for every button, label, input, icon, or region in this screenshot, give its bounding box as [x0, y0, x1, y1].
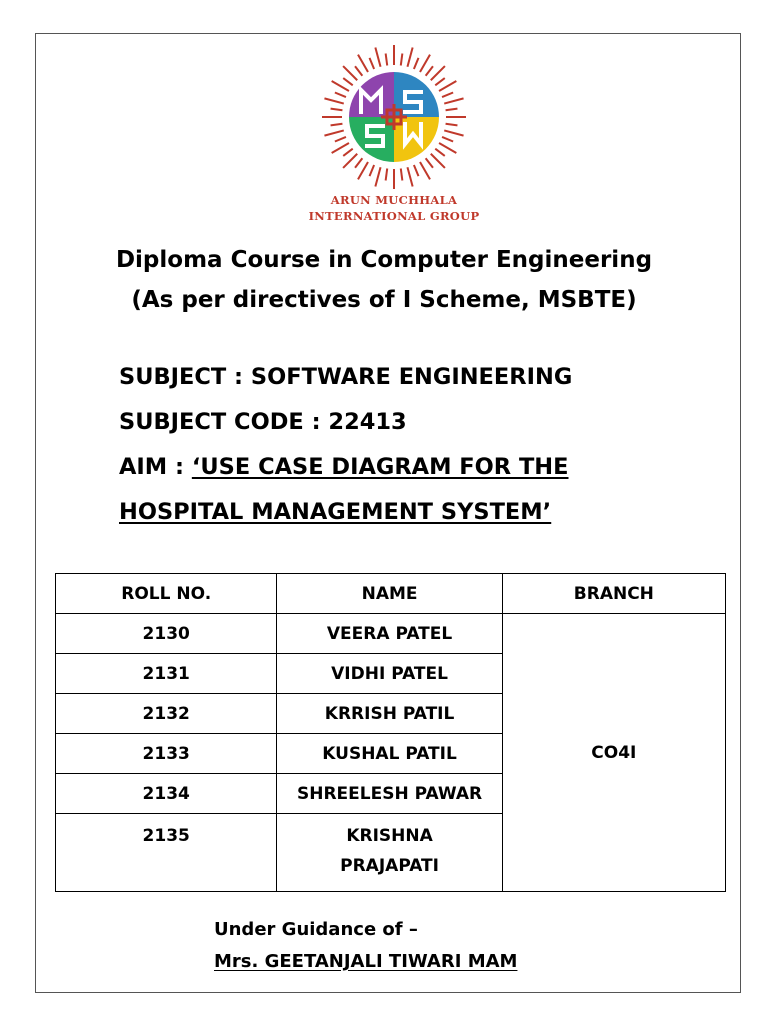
- table-row: [56, 614, 726, 654]
- branch-cell: CO4I: [502, 614, 725, 892]
- roll-cell: 2131: [56, 654, 277, 694]
- guide-name: Mrs. GEETANJALI TIWARI MAM: [214, 951, 518, 972]
- table-header-row: [56, 574, 726, 614]
- sun-ray: [439, 143, 456, 153]
- name-cell: KUSHAL PATIL: [277, 734, 502, 774]
- course-subtitle: (As per directives of I Scheme, MSBTE): [131, 287, 637, 313]
- sun-ray: [444, 98, 463, 103]
- sun-ray: [343, 154, 357, 168]
- sun-ray: [401, 54, 403, 66]
- sun-ray: [439, 81, 456, 91]
- sun-ray: [324, 98, 343, 103]
- roll-cell: 2130: [56, 614, 277, 654]
- name-cell: VIDHI PATEL: [277, 654, 502, 694]
- aim-line-2: [119, 499, 551, 525]
- logo-line-2: INTERNATIONAL GROUP: [308, 209, 480, 223]
- name-cell: VEERA PATEL: [277, 614, 502, 654]
- roll-cell: 2132: [56, 694, 277, 734]
- sun-ray: [407, 167, 412, 186]
- sun-ray: [431, 66, 445, 80]
- sun-ray: [358, 162, 368, 179]
- aim-title-part-2: HOSPITAL MANAGEMENT SYSTEM’: [119, 499, 552, 525]
- sun-ray: [442, 93, 453, 98]
- sun-ray: [401, 169, 403, 181]
- sun-ray: [355, 158, 362, 168]
- header-name: NAME: [277, 574, 502, 614]
- sun-ray: [358, 55, 368, 72]
- student-table: [55, 573, 726, 892]
- subject-line: SUBJECT : SOFTWARE ENGINEERING: [119, 364, 573, 390]
- sun-ray: [343, 78, 353, 85]
- sun-ray: [426, 158, 433, 168]
- sun-ray: [442, 137, 453, 142]
- sun-ray: [446, 124, 458, 126]
- sun-ray: [332, 143, 349, 153]
- sun-ray: [332, 81, 349, 91]
- roll-cell: 2135: [56, 814, 277, 892]
- aim-title-part-1: ‘USE CASE DIAGRAM FOR THE: [191, 454, 569, 480]
- sun-ray: [407, 47, 412, 66]
- header-branch: BRANCH: [502, 574, 725, 614]
- course-title: Diploma Course in Computer Engineering: [115, 247, 653, 273]
- sun-ray: [386, 54, 388, 66]
- sun-ray: [420, 162, 430, 179]
- sun-ray: [335, 93, 346, 98]
- sun-ray: [446, 109, 458, 111]
- sun-ray: [414, 58, 419, 69]
- aim-line: [119, 454, 569, 480]
- msm-sun-emblem-icon: [317, 42, 471, 192]
- subject-code-line: SUBJECT CODE : 22413: [119, 409, 407, 435]
- sun-ray: [386, 169, 388, 181]
- sun-ray: [331, 124, 343, 126]
- sun-ray: [335, 137, 346, 142]
- sun-ray: [370, 58, 375, 69]
- name-cell-line-2: PRAJAPATI: [340, 856, 439, 876]
- sun-ray: [414, 165, 419, 176]
- sun-ray: [375, 47, 380, 66]
- sun-ray: [431, 154, 445, 168]
- roll-cell: 2134: [56, 774, 277, 814]
- sun-ray: [426, 66, 433, 76]
- sun-ray: [324, 130, 343, 135]
- sun-ray: [375, 167, 380, 186]
- sun-ray: [435, 78, 445, 85]
- aim-prefix: AIM :: [119, 454, 192, 480]
- sun-ray: [355, 66, 362, 76]
- sun-ray: [420, 55, 430, 72]
- name-cell-line-1: KRISHNA: [346, 826, 433, 846]
- guidance-label: Under Guidance of –: [214, 919, 418, 940]
- logo-line-1: ARUN MUCHHALA: [330, 193, 458, 207]
- name-cell: [277, 814, 502, 892]
- sun-ray: [444, 130, 463, 135]
- sun-ray: [370, 165, 375, 176]
- header-roll-no: ROLL NO.: [56, 574, 277, 614]
- name-cell: SHREELESH PAWAR: [277, 774, 502, 814]
- sun-ray: [331, 109, 343, 111]
- roll-cell: 2133: [56, 734, 277, 774]
- sun-ray: [343, 66, 357, 80]
- sun-ray: [343, 149, 353, 156]
- sun-ray: [435, 149, 445, 156]
- name-cell: KRRISH PATIL: [277, 694, 502, 734]
